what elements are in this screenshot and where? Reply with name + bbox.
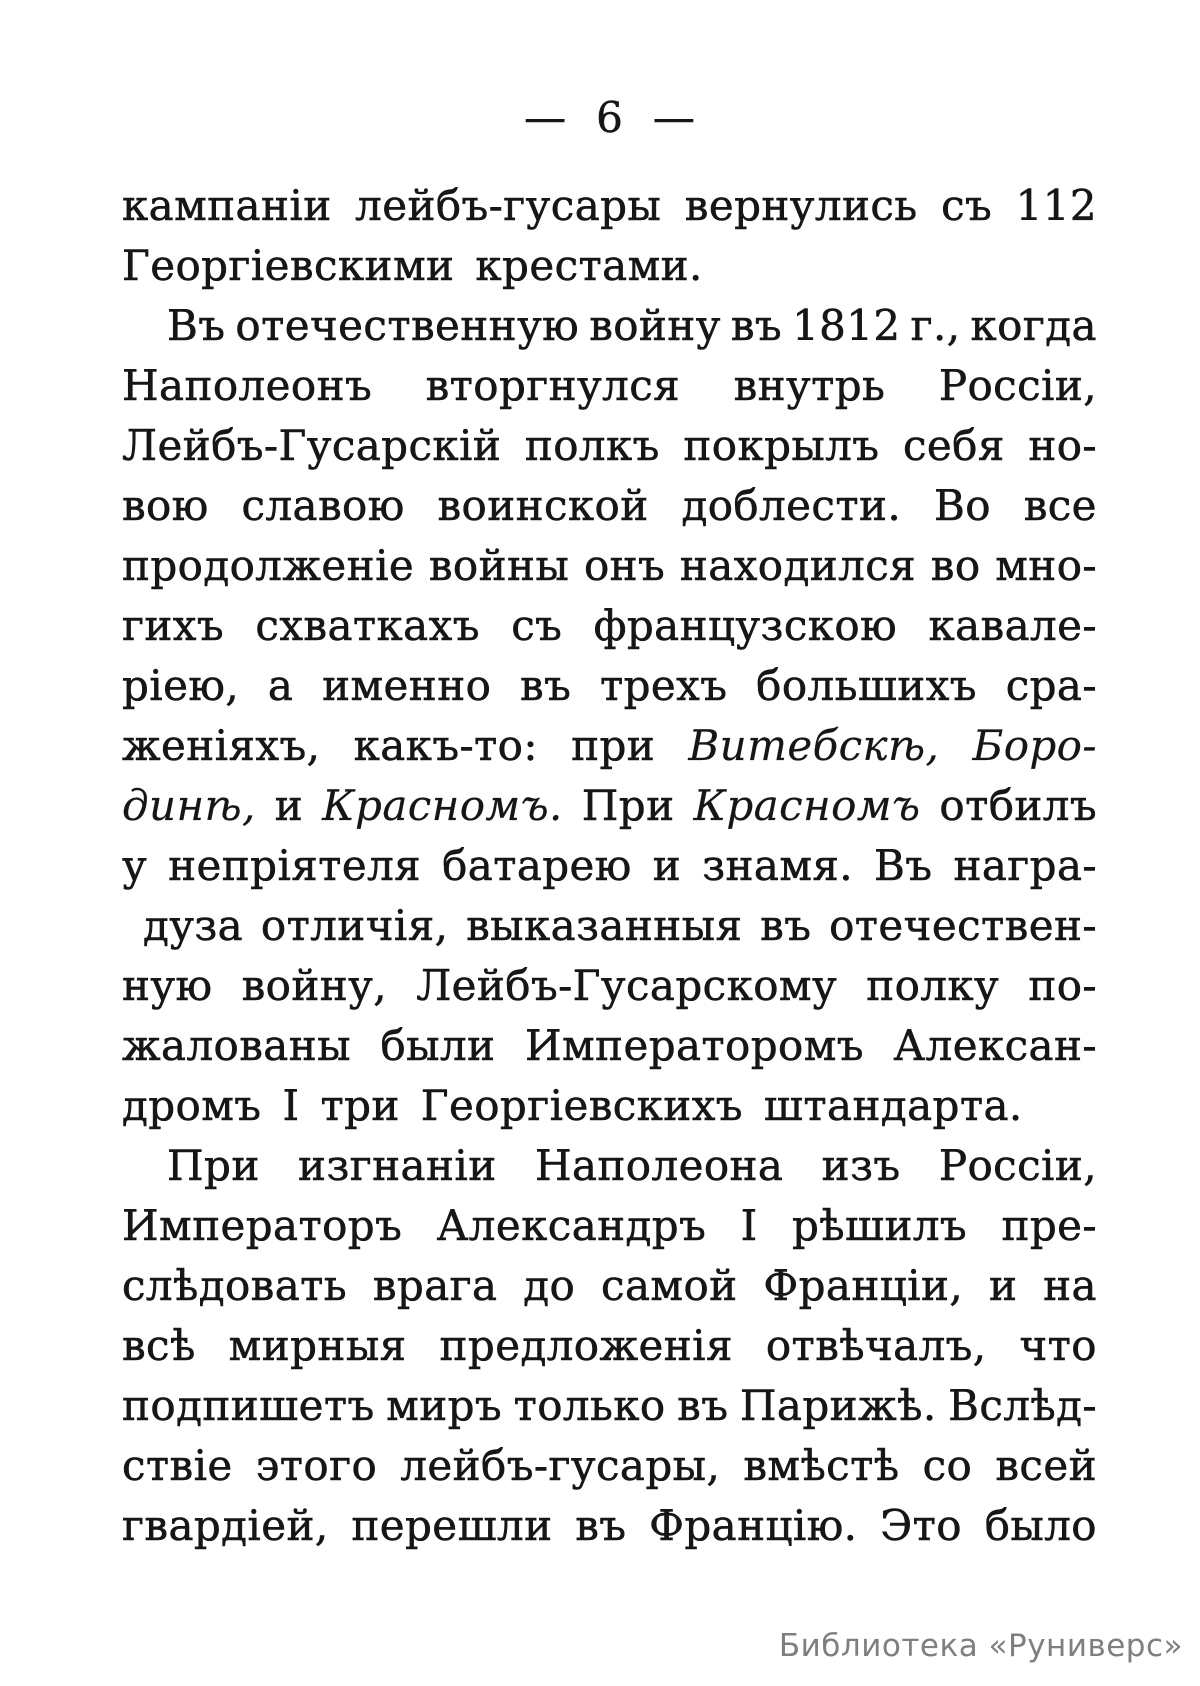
text-line: [122, 476, 1097, 536]
word: Лейбъ-Гусарскому: [416, 961, 838, 1010]
word: войну,: [241, 961, 388, 1010]
word: мирныя: [228, 1321, 407, 1370]
word: При: [167, 1141, 260, 1190]
word: Это: [880, 1501, 962, 1550]
word: Алексан-: [893, 1021, 1097, 1070]
text-line: [122, 416, 1097, 476]
word: Георгіевскими: [122, 241, 455, 290]
word: Наполеона: [534, 1141, 784, 1190]
word: отвѣчалъ,: [765, 1321, 987, 1370]
word: и: [988, 1261, 1018, 1310]
word-italic: Витебскѣ,: [688, 721, 940, 770]
word: этого: [255, 1441, 378, 1490]
word: войну: [589, 301, 721, 350]
word: сра-: [1005, 661, 1097, 710]
word: ствіе: [122, 1441, 233, 1490]
word: вою: [122, 481, 209, 530]
word: лейбъ-гусары,: [400, 1441, 721, 1490]
word: батарею: [442, 841, 632, 890]
word: Лейбъ-Гусарскій: [122, 421, 502, 470]
word: Наполеонъ: [122, 361, 373, 410]
word: подпишетъ: [122, 1381, 375, 1430]
word: и: [652, 841, 682, 890]
word: а: [267, 661, 294, 710]
word: кампаніи: [122, 181, 332, 230]
word: 112: [1015, 181, 1097, 230]
word: Франціи,: [763, 1261, 964, 1310]
word: При: [581, 781, 675, 830]
word: при: [571, 721, 656, 770]
word: но-: [1028, 421, 1097, 470]
word: предложенія: [439, 1321, 733, 1370]
word: Парижѣ.: [739, 1381, 937, 1430]
word: три: [320, 1081, 400, 1130]
page-number: 6: [596, 93, 623, 142]
word: войны: [428, 541, 570, 590]
word: большихъ: [756, 661, 977, 710]
header-dash-right: —: [652, 93, 695, 142]
word: всей: [995, 1441, 1097, 1490]
word: 1812: [792, 301, 901, 350]
word: вернулись: [684, 181, 918, 230]
word: I: [282, 1081, 300, 1130]
word: кавале-: [928, 601, 1097, 650]
word: перешли: [351, 1501, 553, 1550]
word: когда: [970, 301, 1097, 350]
text-line: [122, 356, 1097, 416]
word: какъ-то:: [353, 721, 538, 770]
word: что: [1019, 1321, 1097, 1370]
word: гихъ: [122, 601, 225, 650]
word: выказанныя: [466, 901, 743, 950]
word: всѣ: [122, 1321, 196, 1370]
word: женіяхъ,: [122, 721, 321, 770]
text-line: [122, 956, 1097, 1016]
word: доблести.: [681, 481, 902, 530]
word: знамя.: [702, 841, 854, 890]
body-text: [122, 176, 1097, 1556]
word: миръ: [386, 1381, 503, 1430]
word: крестами.: [475, 241, 703, 290]
word: именно: [322, 661, 492, 710]
word: I: [740, 1201, 758, 1250]
word: были: [380, 1021, 496, 1070]
word: только: [513, 1381, 666, 1430]
word: изъ: [821, 1141, 901, 1190]
text-line: [122, 536, 1097, 596]
word: полкъ: [524, 421, 660, 470]
text-line: [122, 1376, 1097, 1436]
text-line: [122, 1076, 1097, 1136]
word: трехъ: [599, 661, 728, 710]
word: вмѣстѣ: [743, 1441, 900, 1490]
word: продолженіе: [122, 541, 415, 590]
word: находился: [679, 541, 917, 590]
text-line: [122, 596, 1097, 656]
word: слѣдовать: [122, 1261, 348, 1310]
text-line: [122, 836, 1097, 896]
word: онъ: [583, 541, 666, 590]
word: награ-: [953, 841, 1097, 890]
word: было: [984, 1501, 1097, 1550]
text-line: [122, 1256, 1097, 1316]
word: самой: [601, 1261, 738, 1310]
word: Вслѣд-: [948, 1381, 1097, 1430]
word: Въ: [167, 301, 226, 350]
word: со: [922, 1441, 973, 1490]
text-line: [122, 656, 1097, 716]
word: воинской: [437, 481, 649, 530]
word-italic: Красномъ: [693, 781, 921, 830]
word: схваткахъ: [255, 601, 480, 650]
word: въ: [677, 1381, 729, 1430]
word: изгнаніи: [298, 1141, 497, 1190]
word-italic: Красномъ.: [322, 781, 563, 830]
word: дуза: [143, 901, 244, 950]
word: Россіи,: [938, 361, 1097, 410]
word: отечествен-: [829, 901, 1097, 950]
watermark: Библиотека «Руниверс»: [778, 1628, 1183, 1664]
word-italic: динѣ,: [122, 781, 256, 830]
word: ную: [122, 961, 213, 1010]
word: мно-: [995, 541, 1097, 590]
text-line: [122, 1436, 1097, 1496]
word: съ: [511, 601, 563, 650]
text-line: [122, 1496, 1097, 1556]
word: Въ: [874, 841, 933, 890]
word: въ: [760, 901, 812, 950]
word: врага: [372, 1261, 498, 1310]
word: Россіи,: [938, 1141, 1097, 1190]
word: въ: [520, 661, 572, 710]
word: ріею,: [122, 661, 240, 710]
word: полку: [866, 961, 1000, 1010]
word: съ: [941, 181, 993, 230]
word: себя: [902, 421, 1005, 470]
word: внутрь: [733, 361, 886, 410]
word: Францію.: [649, 1501, 858, 1550]
text-line: [122, 1136, 1097, 1196]
word: французскою: [593, 601, 898, 650]
text-line: [122, 1196, 1097, 1256]
word: славою: [241, 481, 405, 530]
word: дромъ: [122, 1081, 262, 1130]
word: Во: [933, 481, 991, 530]
page-header: [122, 88, 1097, 148]
word: отличія,: [260, 901, 449, 950]
word-italic: Боро-: [972, 721, 1097, 770]
word: по-: [1028, 961, 1097, 1010]
word: въ: [730, 301, 783, 350]
word: Александръ: [436, 1201, 707, 1250]
word: все: [1023, 481, 1097, 530]
header-dash-left: —: [524, 93, 567, 142]
text-line: [122, 236, 1097, 296]
word: Императоръ: [122, 1201, 403, 1250]
word: Императоромъ: [524, 1021, 864, 1070]
text-line: [122, 896, 1097, 956]
text-line: [122, 716, 1097, 776]
word: лейбъ-гусары: [355, 181, 662, 230]
word: штандарта.: [763, 1081, 1023, 1130]
text-line: [122, 1016, 1097, 1076]
word: на: [1043, 1261, 1097, 1310]
text-line: [122, 1316, 1097, 1376]
word: во: [930, 541, 981, 590]
word: жалованы: [122, 1021, 351, 1070]
word: г.,: [910, 301, 961, 350]
word: вторгнулся: [425, 361, 681, 410]
word: непріятеля: [168, 841, 422, 890]
word: отечественную: [235, 301, 580, 350]
word: пре-: [1001, 1201, 1097, 1250]
word: въ: [575, 1501, 627, 1550]
text-line: [122, 776, 1097, 836]
text-line: [122, 176, 1097, 236]
word: у: [122, 841, 148, 890]
word: гвардіей,: [122, 1501, 329, 1550]
word: до: [523, 1261, 576, 1310]
word: покрылъ: [683, 421, 880, 470]
word: Георгіевскихъ: [420, 1081, 743, 1130]
word: рѣшилъ: [792, 1201, 968, 1250]
word: отбилъ: [939, 781, 1097, 830]
word: и: [274, 781, 304, 830]
text-line: [122, 296, 1097, 356]
